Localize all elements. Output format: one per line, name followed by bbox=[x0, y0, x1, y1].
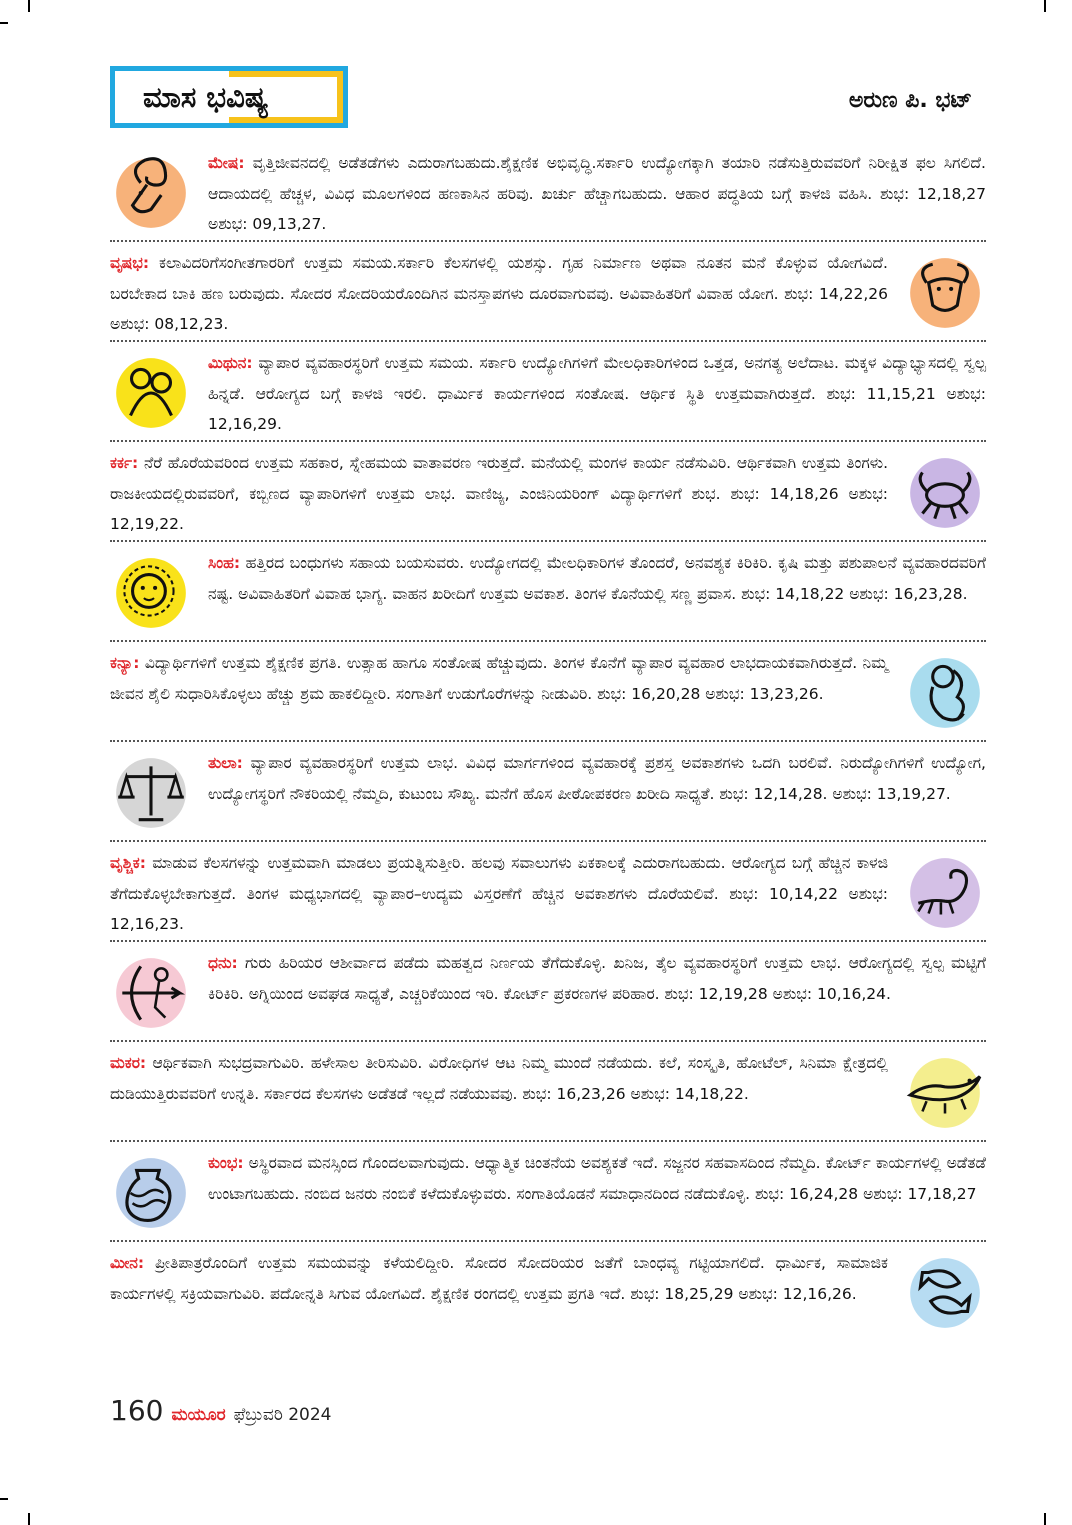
crop-mark bbox=[1044, 0, 1046, 12]
prediction-text: ಕಲಾವಿದರಿಗೆಸಂಗೀತಗಾರರಿಗೆ ಉತ್ತಮ ಸಮಯ.ಸರ್ಕಾರಿ ಕೆಲಸಗಳಲ್ಲಿ ಯಶಸ್ಸು. ಗೃಹ ನಿರ್ಮಾಣ ಅಥವಾ ನೂತನ ಮನೆ ಕೊಳ್ಳುವ ಯೋಗವಿದೆ. ಬರಬೇಕಾದ ಬಾಕಿ ಹಣ ಬರುವುದು. ಸೋದರ ಸೋದರಿಯರೊಂದಿಗಿನ ಮನಸ್ತಾಪಗಳು ದೂರವಾಗುವವು. ಅವಿವಾಹಿತರಿಗೆ ವಿವಾಹ ಯೋಗ. ಶುಭ: 14,22,26 ಅಶುಭ: 08,12,23. bbox=[110, 254, 888, 333]
magazine-logo: ಮಯೂರ bbox=[171, 1405, 226, 1425]
horoscope-entry bbox=[110, 942, 986, 1042]
sign-name: ಕುಂಭ: bbox=[208, 1154, 244, 1172]
sign-name: ಕನ್ಯಾ: bbox=[110, 654, 140, 672]
prediction-text: ವಿದ್ಯಾರ್ಥಿಗಳಿಗೆ ಉತ್ತಮ ಶೈಕ್ಷಣಿಕ ಪ್ರಗತಿ. ಉತ್ಸಾಹ ಹಾಗೂ ಸಂತೋಷ ಹೆಚ್ಚುವುದು. ತಿಂಗಳ ಕೊನೆಗೆ ವ್ಯಾಪಾರ ವ್ಯವಹಾರ ಲಾಭದಾಯಕವಾಗಿರುತ್ತದೆ. ನಿಮ್ಮ ಜೀವನ ಶೈಲಿ ಸುಧಾರಿಸಿಕೊಳ್ಳಲು ಹೆಚ್ಚು ಶ್ರಮ ಹಾಕಲಿದ್ದೀರಿ. ಸಂಗಾತಿಗೆ ಉಡುಗೊರೆಗಳನ್ನು ನೀಡುವಿರಿ. ಶುಭ: 16,20,28 ಅಶುಭ: 13,23,26. bbox=[110, 654, 888, 703]
entry-text bbox=[110, 648, 888, 709]
crop-mark bbox=[28, 1513, 30, 1525]
prediction-text: ವ್ಯಾಪಾರ ವ್ಯವಹಾರಸ್ಥರಿಗೆ ಉತ್ತಮ ಸಮಯ. ಸರ್ಕಾರಿ ಉದ್ಯೋಗಿಗಳಿಗೆ ಮೇಲಧಿಕಾರಿಗಳಿಂದ ಒತ್ತಡ, ಅನಗತ್ಯ ಅಲೆದಾಟ. ಮಕ್ಕಳ ವಿದ್ಯಾಭ್ಯಾಸದಲ್ಲಿ ಸ್ವಲ್ಪ ಹಿನ್ನಡೆ. ಆರೋಗ್ಯದ ಬಗ್ಗೆ ಕಾಳಜಿ ಇರಲಿ. ಧಾರ್ಮಿಕ ಕಾರ್ಯಗಳಿಂದ ಸಂತೋಷ. ಆರ್ಥಿಕ ಸ್ಥಿತಿ ಉತ್ತಮವಾಗಿರುತ್ತದೆ. ಶುಭ: 11,15,21 ಅಶುಭ: 12,16,29. bbox=[208, 354, 986, 433]
entry-text bbox=[110, 1248, 888, 1309]
issue-date: ಫೆಬ್ರುವರಿ 2024 bbox=[233, 1405, 332, 1425]
horoscope-entry bbox=[110, 142, 986, 242]
scorpion-icon bbox=[904, 852, 986, 934]
prediction-text: ವ್ಯಾಪಾರ ವ್ಯವಹಾರಸ್ಥರಿಗೆ ಉತ್ತಮ ಲಾಭ. ವಿವಿಧ ಮಾರ್ಗಗಳಿಂದ ವ್ಯವಹಾರಕ್ಕೆ ಪ್ರಶಸ್ತ ಅವಕಾಶಗಳು ಒದಗಿ ಬರಲಿವೆ. ನಿರುದ್ಯೋಗಿಗಳಿಗೆ ಉದ್ಯೋಗ, ಉದ್ಯೋಗಸ್ಥರಿಗೆ ನೌಕರಿಯಲ್ಲಿ ನೆಮ್ಮದಿ, ಕುಟುಂಬ ಸೌಖ್ಯ. ಮನೆಗೆ ಹೊಸ ಪೀಠೋಪಕರಣ ಖರೀದಿ ಸಾಧ್ಯತೆ. ಶುಭ: 12,14,28. ಅಶುಭ: 13,19,27. bbox=[208, 754, 986, 803]
crop-mark bbox=[28, 0, 30, 12]
horoscope-entry bbox=[110, 642, 986, 742]
author-name: ಅರುಣ ಪಿ. ಭಟ್ bbox=[848, 88, 972, 113]
prediction-text: ಮಾಡುವ ಕೆಲಸಗಳನ್ನು ಉತ್ತಮವಾಗಿ ಮಾಡಲು ಪ್ರಯತ್ನಿಸುತ್ತೀರಿ. ಹಲವು ಸವಾಲುಗಳು ಏಕಕಾಲಕ್ಕೆ ಎದುರಾಗಬಹುದು. ಆರೋಗ್ಯದ ಬಗ್ಗೆ ಹೆಚ್ಚಿನ ಕಾಳಜಿ ತೆಗೆದುಕೊಳ್ಳಬೇಕಾಗುತ್ತದೆ. ತಿಂಗಳ ಮಧ್ಯಭಾಗದಲ್ಲಿ ವ್ಯಾಪಾರ–ಉದ್ಯಮ ವಿಸ್ತರಣೆಗೆ ಹೆಚ್ಚಿನ ಅವಕಾಶಗಳು ದೊರೆಯಲಿವೆ. ಶುಭ: 10,14,22 ಅಶುಭ: 12,16,23. bbox=[110, 854, 888, 933]
entry-text bbox=[208, 1148, 986, 1209]
prediction-text: ಪ್ರೀತಿಪಾತ್ರರೊಂದಿಗೆ ಉತ್ತಮ ಸಮಯವನ್ನು ಕಳೆಯಲಿದ್ದೀರಿ. ಸೋದರ ಸೋದರಿಯರ ಜತೆಗೆ ಬಾಂಧವ್ಯ ಗಟ್ಟಿಯಾಗಲಿದೆ. ಧಾರ್ಮಿಕ, ಸಾಮಾಜಿಕ ಕಾರ್ಯಗಳಲ್ಲಿ ಸಕ್ರಿಯವಾಗುವಿರಿ. ಪದೋನ್ನತಿ ಸಿಗುವ ಯೋಗವಿದೆ. ಶೈಕ್ಷಣಿಕ ರಂಗದಲ್ಲಿ ಉತ್ತಮ ಪ್ರಗತಿ ಇದೆ. ಶುಭ: 18,25,29 ಅಶುಭ: 12,16,26. bbox=[110, 1254, 888, 1303]
scales-icon bbox=[110, 752, 192, 834]
water-pot-icon bbox=[110, 1152, 192, 1234]
crop-mark bbox=[1044, 1513, 1046, 1525]
page-footer bbox=[110, 1394, 331, 1427]
page-number: 160 bbox=[110, 1394, 164, 1427]
sign-name: ಮೇಷ: bbox=[208, 154, 245, 172]
sign-name: ಸಿಂಹ: bbox=[208, 554, 241, 572]
crop-mark bbox=[0, 1498, 8, 1500]
entry-text bbox=[208, 548, 986, 609]
prediction-text: ವೃತ್ತಿಜೀವನದಲ್ಲಿ ಅಡೆತಡೆಗಳು ಎದುರಾಗಬಹುದು.ಶೈಕ್ಷಣಿಕ ಅಭಿವೃದ್ಧಿ.ಸರ್ಕಾರಿ ಉದ್ಯೋಗಕ್ಕಾಗಿ ತಯಾರಿ ನಡೆಸುತ್ತಿರುವವರಿಗೆ ನಿರೀಕ್ಷಿತ ಫಲ ಸಿಗಲಿದೆ. ಆದಾಯದಲ್ಲಿ ಹೆಚ್ಚಳ, ವಿವಿಧ ಮೂಲಗಳಿಂದ ಹಣಕಾಸಿನ ಹರಿವು. ಖರ್ಚು ಹೆಚ್ಚಾಗಬಹುದು. ಆಹಾರ ಪದ್ಧತಿಯ ಬಗ್ಗೆ ಕಾಳಜಿ ವಹಿಸಿ. ಶುಭ: 12,18,27 ಅಶುಭ: 09,13,27. bbox=[208, 154, 986, 233]
entry-text bbox=[110, 248, 888, 340]
sign-name: ಮೀನ: bbox=[110, 1254, 145, 1272]
sign-name: ವೃಷಭ: bbox=[110, 254, 150, 272]
crocodile-icon bbox=[904, 1052, 986, 1134]
prediction-text: ಹತ್ತಿರದ ಬಂಧುಗಳು ಸಹಾಯ ಬಯಸುವರು. ಉದ್ಯೋಗದಲ್ಲಿ ಮೇಲಧಿಕಾರಿಗಳ ತೊಂದರೆ, ಅನವಶ್ಯಕ ಕಿರಿಕಿರಿ. ಕೃಷಿ ಮತ್ತು ಪಶುಪಾಲನೆ ವ್ಯವಹಾರದವರಿಗೆ ನಷ್ಟ. ಅವಿವಾಹಿತರಿಗೆ ವಿವಾಹ ಭಾಗ್ಯ. ವಾಹನ ಖರೀದಿಗೆ ಉತ್ತಮ ಅವಕಾಶ. ತಿಂಗಳ ಕೊನೆಯಲ್ಲಿ ಸಣ್ಣ ಪ್ರವಾಸ. ಶುಭ: 14,18,22 ಅಶುಭ: 16,23,28. bbox=[208, 554, 986, 603]
crab-icon bbox=[904, 452, 986, 534]
sign-name: ಮಕರ: bbox=[110, 1054, 147, 1072]
horoscope-entry bbox=[110, 742, 986, 842]
horoscope-entry bbox=[110, 442, 986, 542]
sign-name: ಕರ್ಕ: bbox=[110, 454, 139, 472]
entry-text bbox=[110, 448, 888, 540]
horoscope-entry bbox=[110, 342, 986, 442]
entry-text bbox=[208, 148, 986, 240]
section-title-box bbox=[110, 66, 348, 128]
entry-text bbox=[208, 948, 986, 1009]
sign-name: ಧನು: bbox=[208, 954, 238, 972]
prediction-text: ಅಸ್ಥಿರವಾದ ಮನಸ್ಸಿಂದ ಗೊಂದಲವಾಗುವುದು. ಆಧ್ಯಾತ್ಮಿಕ ಚಿಂತನೆಯ ಅವಶ್ಯಕತೆ ಇದೆ. ಸಜ್ಜನರ ಸಹವಾಸದಿಂದ ನೆಮ್ಮದಿ. ಕೋರ್ಟ್ ಕಾರ್ಯಗಳಲ್ಲಿ ಅಡೆತಡೆ ಉಂಟಾಗಬಹುದು. ನಂಬಿದ ಜನರು ನಂಬಿಕೆ ಕಳೆದುಕೊಳ್ಳುವರು. ಸಂಗಾತಿಯೊಡನೆ ಸಮಾಧಾನದಿಂದ ನಡೆದುಕೊಳ್ಳಿ. ಶುಭ: 16,24,28 ಅಶುಭ: 17,18,27 bbox=[208, 1154, 986, 1203]
archer-icon bbox=[110, 952, 192, 1034]
prediction-text: ಆರ್ಥಿಕವಾಗಿ ಸುಭದ್ರವಾಗುವಿರಿ. ಹಳೇಸಾಲ ತೀರಿಸುವಿರಿ. ವಿರೋಧಿಗಳ ಆಟ ನಿಮ್ಮ ಮುಂದೆ ನಡೆಯದು. ಕಲೆ, ಸಂಸ್ಕೃತಿ, ಹೋಟೆಲ್, ಸಿನಿಮಾ ಕ್ಷೇತ್ರದಲ್ಲಿ ದುಡಿಯುತ್ತಿರುವವರಿಗೆ ಉನ್ನತಿ. ಸರ್ಕಾರದ ಕೆಲಸಗಳು ಅಡೆತಡೆ ಇಲ್ಲದೆ ನಡೆಯುವವು. ಶುಭ: 16,23,26 ಅಶುಭ: 14,18,22. bbox=[110, 1054, 888, 1103]
twins-icon bbox=[110, 352, 192, 434]
sign-name: ಮಿಥುನ: bbox=[208, 354, 253, 372]
horoscope-entry bbox=[110, 1042, 986, 1142]
prediction-text: ಗುರು ಹಿರಿಯರ ಆಶೀರ್ವಾದ ಪಡೆದು ಮಹತ್ವದ ನಿರ್ಣಯ ತೆಗೆದುಕೊಳ್ಳಿ. ಖನಿಜ, ತೈಲ ವ್ಯವಹಾರಸ್ಥರಿಗೆ ಉತ್ತಮ ಲಾಭ. ಆರೋಗ್ಯದಲ್ಲಿ ಸ್ವಲ್ಪ ಮಟ್ಟಿಗೆ ಕಿರಿಕಿರಿ. ಅಗ್ನಿಯಿಂದ ಅವಘಡ ಸಾಧ್ಯತೆ, ಎಚ್ಚರಿಕೆಯಿಂದ ಇರಿ. ಕೋರ್ಟ್ ಪ್ರಕರಣಗಳ ಪರಿಹಾರ. ಶುಭ: 12,19,28 ಅಶುಭ: 10,16,24. bbox=[208, 954, 986, 1003]
crop-mark bbox=[0, 22, 8, 24]
prediction-text: ನೆರೆ ಹೊರೆಯವರಿಂದ ಉತ್ತಮ ಸಹಕಾರ, ಸ್ನೇಹಮಯ ವಾತಾವರಣ ಇರುತ್ತದೆ. ಮನೆಯಲ್ಲಿ ಮಂಗಳ ಕಾರ್ಯ ನಡೆಸುವಿರಿ. ಆರ್ಥಿಕವಾಗಿ ಉತ್ತಮ ತಿಂಗಳು. ರಾಜಕೀಯದಲ್ಲಿರುವವರಿಗೆ, ಕಬ್ಬಿಣದ ವ್ಯಾಪಾರಿಗಳಿಗೆ ಉತ್ತಮ ಲಾಭ. ವಾಣಿಜ್ಯ, ಎಂಜಿನಿಯರಿಂಗ್ ವಿದ್ಯಾರ್ಥಿಗಳಿಗೆ ಶುಭ. ಶುಭ: 14,18,26 ಅಶುಭ: 12,19,22. bbox=[110, 454, 889, 533]
entry-text bbox=[208, 748, 986, 809]
entry-text bbox=[110, 848, 888, 940]
sign-name: ವೃಶ್ಚಿಕ: bbox=[110, 854, 146, 872]
lion-icon bbox=[110, 552, 192, 634]
horoscope-entry bbox=[110, 542, 986, 642]
entry-text bbox=[208, 348, 986, 440]
horoscope-entry bbox=[110, 1242, 986, 1342]
horoscope-entry bbox=[110, 1142, 986, 1242]
page-title: ಮಾಸ ಭವಿಷ್ಯ bbox=[121, 77, 337, 117]
entry-text bbox=[110, 1048, 888, 1109]
horoscope-entry bbox=[110, 242, 986, 342]
sign-name: ತುಲಾ: bbox=[208, 754, 243, 772]
bull-icon bbox=[904, 252, 986, 334]
fish-icon bbox=[904, 1252, 986, 1334]
maiden-icon bbox=[904, 652, 986, 734]
horoscope-entry bbox=[110, 842, 986, 942]
ram-icon bbox=[110, 152, 192, 234]
horoscope-list bbox=[110, 142, 986, 1342]
